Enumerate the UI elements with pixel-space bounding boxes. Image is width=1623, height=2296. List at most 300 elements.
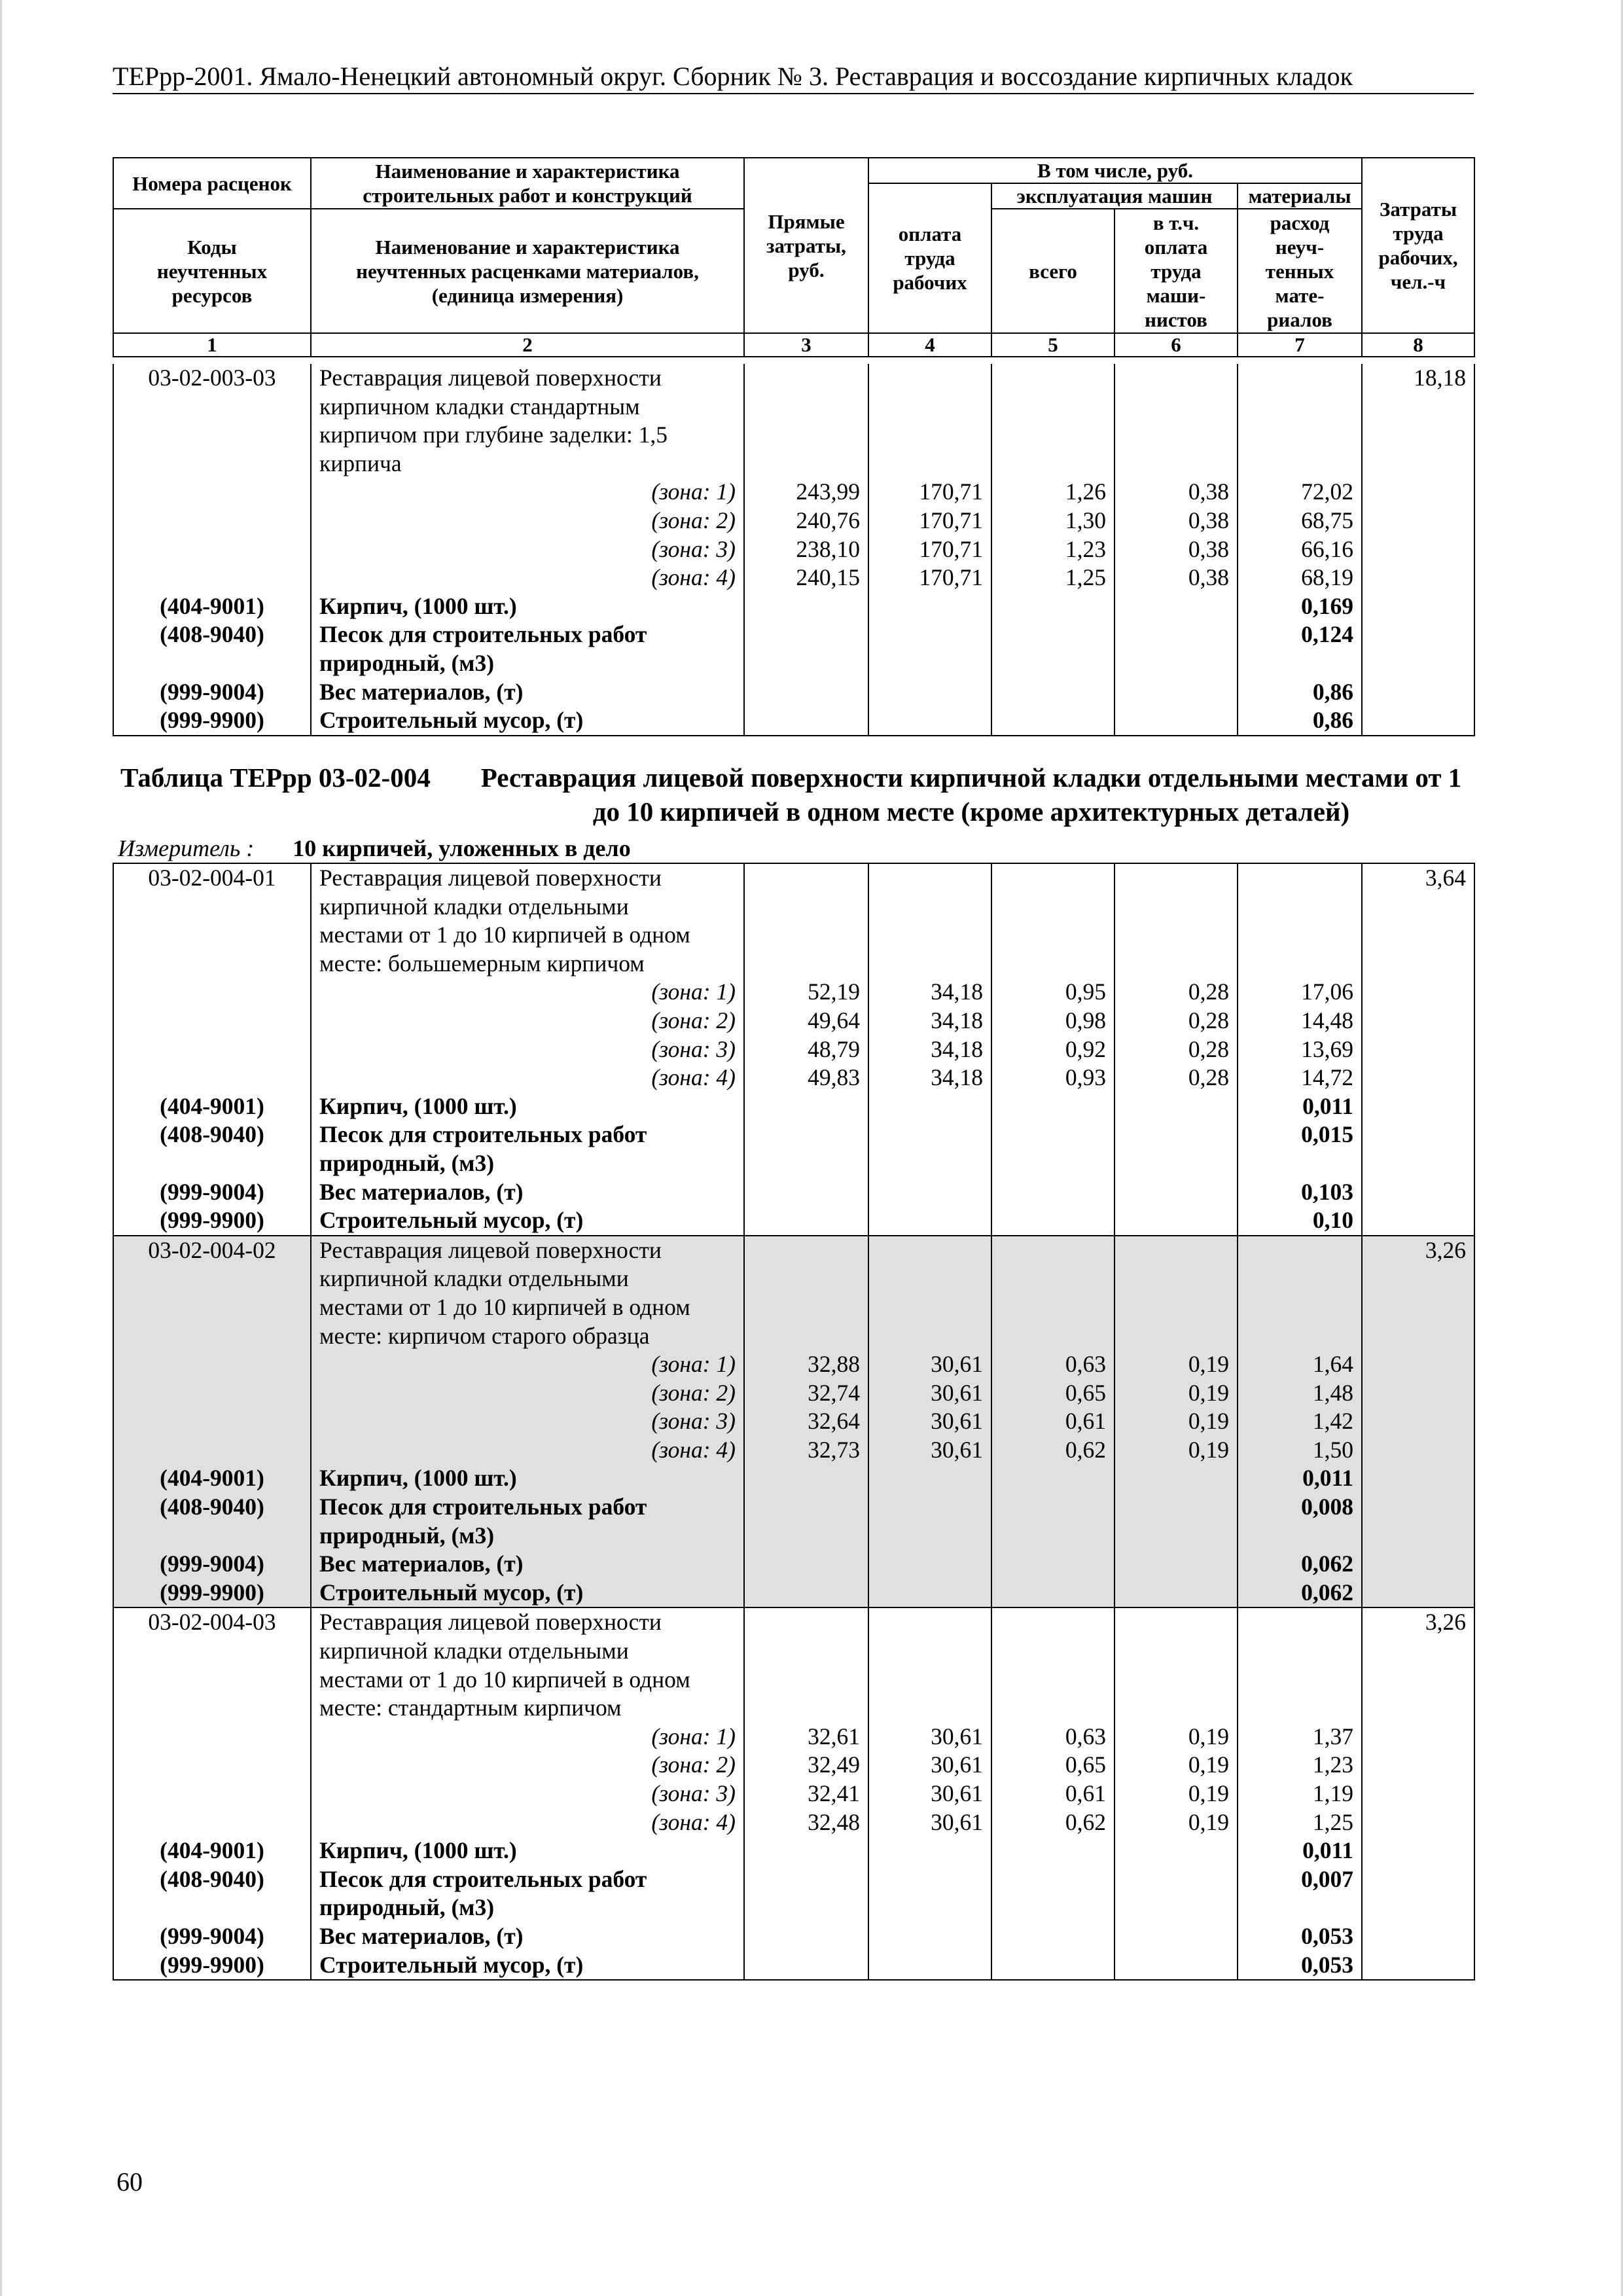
rate-description-row [113,921,1474,950]
empty-cell [991,450,1115,478]
machinist-wage: 0,19 [1115,1379,1238,1408]
resource-name: Строительный мусор, (т) [311,1206,744,1236]
worker-wage: 30,61 [868,1808,991,1837]
empty-cell [868,649,991,678]
empty-cell [1115,1149,1238,1178]
empty-cell [744,620,868,649]
resource-code: (408-9040) [113,1865,311,1894]
rate-description-row [113,1694,1474,1723]
resource-row [113,649,1474,678]
rate-description-line: кирпича [311,450,744,478]
empty-cell [868,1464,991,1493]
empty-cell [991,1265,1115,1293]
rate-description-row [113,1293,1474,1322]
direct-costs: 48,79 [744,1035,868,1064]
empty-cell [744,1121,868,1149]
empty-cell [1362,1637,1474,1666]
resource-quantity: 0,011 [1238,1464,1362,1493]
col-number: 8 [1362,333,1474,357]
resource-quantity: 0,053 [1238,1951,1362,1981]
col-machines: эксплуатация машин [991,183,1238,209]
direct-costs: 32,88 [744,1350,868,1379]
empty-cell [868,1579,991,1608]
empty-cell [1362,1265,1474,1293]
resource-row [113,1149,1474,1178]
empty-cell [868,950,991,978]
rate-description-line: месте: кирпичом старого образца [311,1322,744,1351]
machinist-wage: 0,19 [1115,1407,1238,1436]
direct-costs: 32,49 [744,1751,868,1780]
col-labor: Затраты труда рабочих, чел.-ч [1362,158,1474,333]
empty-cell [744,1493,868,1522]
empty-cell [991,921,1115,950]
empty-cell [1362,1780,1474,1808]
empty-cell [868,450,991,478]
resource-name: Песок для строительных работ [311,1493,744,1522]
empty-cell [113,1893,311,1922]
empty-cell [113,564,311,592]
worker-wage: 170,71 [868,478,991,507]
empty-cell [1115,421,1238,450]
resource-quantity: 0,169 [1238,592,1362,621]
resource-name: Строительный мусор, (т) [311,1951,744,1981]
empty-cell [991,1637,1115,1666]
page-edge-left [0,0,2,2296]
rate-description-row [113,1322,1474,1351]
machines-total: 0,62 [991,1436,1115,1465]
zone-row [113,564,1474,592]
resource-code: (404-9001) [113,592,311,621]
direct-costs: 52,19 [744,978,868,1007]
empty-cell [1362,1579,1474,1608]
col-material-name: Наименование и характеристика неучтенных расценками материалов, (единица измерения) [311,209,744,333]
labor-cost: 3,26 [1362,1236,1474,1265]
machines-total: 0,65 [991,1379,1115,1408]
zone-row [113,978,1474,1007]
zone-label: (зона: 3) [311,1780,744,1808]
rate-description-line: кирпичном кладки стандартным [311,393,744,422]
col-number: 2 [311,333,744,357]
zone-label: (зона: 4) [311,1808,744,1837]
empty-cell [1115,393,1238,422]
empty-cell [868,1893,991,1922]
empty-cell [991,1236,1115,1265]
empty-cell [868,1293,991,1322]
table-label: Таблица ТЕРрр 03-02-004 [120,762,431,793]
empty-cell [113,1379,311,1408]
empty-cell [1115,1493,1238,1522]
empty-cell [991,1149,1115,1178]
empty-cell [1115,678,1238,707]
empty-cell [1115,863,1238,893]
machinist-wage: 0,28 [1115,1035,1238,1064]
empty-cell [744,950,868,978]
empty-cell [1362,1035,1474,1064]
empty-cell [113,393,311,422]
empty-cell [991,1837,1115,1865]
empty-cell [1115,921,1238,950]
empty-cell [744,1922,868,1951]
unit-value: 10 кирпичей, уложенных в дело [293,835,631,861]
worker-wage: 30,61 [868,1379,991,1408]
empty-cell [991,364,1115,393]
empty-cell [744,364,868,393]
empty-cell [744,1951,868,1981]
empty-cell [113,1723,311,1751]
empty-cell [868,393,991,422]
empty-cell [744,649,868,678]
empty-cell [113,1407,311,1436]
empty-cell [1238,950,1362,978]
empty-cell [1362,1751,1474,1780]
resource-name: Кирпич, (1000 шт.) [311,1464,744,1493]
machines-total: 1,30 [991,507,1115,535]
empty-cell [1115,450,1238,478]
empty-cell [991,1206,1115,1236]
empty-cell [1115,1607,1238,1637]
resource-code: (999-9900) [113,1579,311,1608]
empty-cell [1115,1579,1238,1608]
rate-code: 03-02-004-03 [113,1607,311,1637]
empty-cell [1115,1121,1238,1149]
empty-cell [1115,649,1238,678]
resource-name: Вес материалов, (т) [311,678,744,707]
empty-cell [1115,1666,1238,1695]
zone-row [113,1007,1474,1035]
empty-cell [113,1637,311,1666]
empty-cell [868,1493,991,1522]
materials-cost: 1,37 [1238,1723,1362,1751]
empty-cell [991,393,1115,422]
empty-cell [868,421,991,450]
rate-code: 03-02-003-03 [113,364,311,393]
empty-cell [1115,1265,1238,1293]
empty-cell [1238,863,1362,893]
empty-cell [1362,1808,1474,1837]
empty-cell [1115,1206,1238,1236]
resource-name: природный, (м3) [311,649,744,678]
machines-total: 0,61 [991,1407,1115,1436]
resource-row [113,1893,1474,1922]
resource-code: (404-9001) [113,1092,311,1121]
rate-description-line: Реставрация лицевой поверхности [311,1236,744,1265]
empty-cell [1362,921,1474,950]
machines-total: 0,95 [991,978,1115,1007]
col-materials: материалы [1238,183,1362,209]
empty-cell [991,649,1115,678]
empty-cell [868,706,991,736]
worker-wage: 170,71 [868,535,991,564]
rate-description-row [113,893,1474,922]
worker-wage: 30,61 [868,1407,991,1436]
machines-total: 0,63 [991,1350,1115,1379]
empty-cell [113,1293,311,1322]
empty-cell [991,592,1115,621]
empty-cell [113,478,311,507]
machinist-wage: 0,28 [1115,1064,1238,1092]
empty-cell [991,706,1115,736]
materials-cost: 1,64 [1238,1350,1362,1379]
col-number: 7 [1238,333,1362,357]
resource-row [113,1092,1474,1121]
empty-cell [1115,364,1238,393]
empty-cell [1362,1694,1474,1723]
empty-cell [113,921,311,950]
table-title: Реставрация лицевой поверхности кирпичной кладки отдельными местами от 1 до 10 кирпичей в одном месте (кроме архитектурных деталей) [480,762,1462,827]
zone-label: (зона: 3) [311,535,744,564]
rate-code: 03-02-004-01 [113,863,311,893]
machinist-wage: 0,19 [1115,1780,1238,1808]
direct-costs: 32,74 [744,1379,868,1408]
materials-cost: 13,69 [1238,1035,1362,1064]
resource-name: Песок для строительных работ [311,1121,744,1149]
machines-total: 1,25 [991,564,1115,592]
resource-quantity: 0,86 [1238,706,1362,736]
empty-cell [744,1837,868,1865]
resource-quantity: 0,86 [1238,678,1362,707]
empty-cell [744,921,868,950]
rate-description-line: Реставрация лицевой поверхности [311,1607,744,1637]
empty-cell [1362,1007,1474,1035]
empty-cell [991,893,1115,922]
unit-line [118,835,631,861]
empty-cell [1238,1637,1362,1666]
resource-code: (404-9001) [113,1464,311,1493]
empty-cell [1362,564,1474,592]
zone-row [113,1064,1474,1092]
direct-costs: 240,76 [744,507,868,535]
rate-block [113,1236,1474,1608]
worker-wage: 30,61 [868,1436,991,1465]
empty-cell [113,950,311,978]
empty-cell [991,678,1115,707]
empty-cell [113,1808,311,1837]
rate-description-row [113,1607,1474,1637]
empty-cell [1115,1236,1238,1265]
empty-cell [868,678,991,707]
resource-code: (999-9004) [113,1550,311,1579]
unit-label: Измеритель : [118,835,255,861]
zone-label: (зона: 2) [311,1751,744,1780]
rate-block-03-02-003-03 [113,364,1475,736]
rate-description-line: Реставрация лицевой поверхности [311,364,744,393]
resource-name: Вес материалов, (т) [311,1178,744,1207]
machinist-wage: 0,28 [1115,978,1238,1007]
empty-cell [1362,1379,1474,1408]
empty-cell [744,1265,868,1293]
zone-label: (зона: 1) [311,478,744,507]
direct-costs: 32,73 [744,1436,868,1465]
empty-cell [1362,393,1474,422]
zone-label: (зона: 4) [311,1436,744,1465]
resource-quantity: 0,007 [1238,1865,1362,1894]
direct-costs: 32,48 [744,1808,868,1837]
empty-cell [991,1322,1115,1351]
empty-cell [868,1951,991,1981]
empty-cell [113,1522,311,1551]
machinist-wage: 0,19 [1115,1350,1238,1379]
empty-cell [1115,1092,1238,1121]
empty-cell [991,1493,1115,1522]
empty-cell [991,1178,1115,1207]
empty-cell [113,1035,311,1064]
empty-cell [991,1607,1115,1637]
machines-total: 1,26 [991,478,1115,507]
empty-cell [1115,706,1238,736]
materials-cost: 1,48 [1238,1379,1362,1408]
labor-cost: 3,26 [1362,1607,1474,1637]
rate-description-row [113,1637,1474,1666]
resource-name: природный, (м3) [311,1522,744,1551]
materials-cost: 14,72 [1238,1064,1362,1092]
empty-cell [868,1837,991,1865]
rate-description-line: месте: большемерным кирпичом [311,950,744,978]
column-header-table [113,157,1475,357]
machines-total: 0,62 [991,1808,1115,1837]
empty-cell [113,1322,311,1351]
resource-code: (999-9900) [113,1206,311,1236]
resource-quantity: 0,011 [1238,1092,1362,1121]
empty-cell [991,1893,1115,1922]
rate-description-row [113,1236,1474,1265]
empty-cell [868,1265,991,1293]
resource-row [113,592,1474,621]
machines-total: 0,92 [991,1035,1115,1064]
col-rate-numbers: Номера расценок [113,158,311,209]
resource-name: Строительный мусор, (т) [311,706,744,736]
empty-cell [991,1694,1115,1723]
empty-cell [1238,1265,1362,1293]
zone-label: (зона: 4) [311,1064,744,1092]
materials-cost: 14,48 [1238,1007,1362,1035]
rate-block [113,1607,1474,1980]
rate-description-row [113,950,1474,978]
empty-cell [1238,421,1362,450]
empty-cell [1238,1236,1362,1265]
resource-row [113,678,1474,707]
empty-cell [1115,1922,1238,1951]
resource-quantity: 0,10 [1238,1206,1362,1236]
empty-cell [868,1607,991,1637]
rate-description-row [113,863,1474,893]
empty-cell [744,1550,868,1579]
empty-cell [868,592,991,621]
resource-row [113,1522,1474,1551]
empty-cell [991,421,1115,450]
empty-cell [1238,1322,1362,1351]
empty-cell [868,1522,991,1551]
empty-cell [1238,1607,1362,1637]
resource-row [113,1178,1474,1207]
empty-cell [1115,1178,1238,1207]
machinist-wage: 0,38 [1115,564,1238,592]
col-including: В том числе, руб. [868,158,1362,183]
resource-quantity: 0,015 [1238,1121,1362,1149]
resource-row [113,1579,1474,1608]
zone-label: (зона: 1) [311,978,744,1007]
machines-total: 0,61 [991,1780,1115,1808]
empty-cell [744,1865,868,1894]
materials-cost: 68,75 [1238,507,1362,535]
page-number: 60 [116,2167,143,2197]
empty-cell [868,1694,991,1723]
empty-cell [1362,678,1474,707]
resource-row [113,1550,1474,1579]
zone-row [113,507,1474,535]
empty-cell [1362,1407,1474,1436]
empty-cell [868,364,991,393]
rate-description-line: месте: стандартным кирпичом [311,1694,744,1723]
zone-row [113,1808,1474,1837]
empty-cell [1115,1464,1238,1493]
rate-description-line: Реставрация лицевой поверхности [311,863,744,893]
empty-cell [1362,1293,1474,1322]
rate-description-line: местами от 1 до 10 кирпичей в одном [311,921,744,950]
empty-cell [991,1951,1115,1981]
empty-cell [113,1149,311,1178]
worker-wage: 170,71 [868,507,991,535]
empty-cell [1238,364,1362,393]
rate-description-line: кирпичной кладки отдельными [311,893,744,922]
zone-label: (зона: 3) [311,1407,744,1436]
rate-description-row [113,421,1474,450]
zone-row [113,1379,1474,1408]
zone-label: (зона: 2) [311,1379,744,1408]
empty-cell [1115,1951,1238,1981]
empty-cell [744,1293,868,1322]
col-wage: оплата труда рабочих [868,183,991,333]
worker-wage: 34,18 [868,1064,991,1092]
zone-label: (зона: 1) [311,1723,744,1751]
empty-cell [1238,893,1362,922]
empty-cell [1362,1666,1474,1695]
empty-cell [1362,421,1474,450]
empty-cell [113,1265,311,1293]
empty-cell [113,421,311,450]
empty-cell [1115,950,1238,978]
rate-description-row [113,1666,1474,1695]
resource-row [113,1837,1474,1865]
empty-cell [868,1550,991,1579]
worker-wage: 34,18 [868,1035,991,1064]
empty-cell [113,978,311,1007]
resource-name: Песок для строительных работ [311,620,744,649]
empty-cell [1362,1951,1474,1981]
empty-cell [1115,1865,1238,1894]
empty-cell [113,1780,311,1808]
empty-cell [868,863,991,893]
resource-code: (999-9900) [113,1951,311,1981]
rate-description-line: кирпичной кладки отдельными [311,1265,744,1293]
empty-cell [1115,1893,1238,1922]
resource-code: (408-9040) [113,1493,311,1522]
empty-cell [991,620,1115,649]
zone-label: (зона: 2) [311,507,744,535]
machinist-wage: 0,28 [1115,1007,1238,1035]
empty-cell [868,1206,991,1236]
empty-cell [1362,620,1474,649]
direct-costs: 32,41 [744,1780,868,1808]
empty-cell [1362,1865,1474,1894]
empty-cell [1238,1893,1362,1922]
empty-cell [1362,450,1474,478]
rate-description-line: кирпичом при глубине заделки: 1,5 [311,421,744,450]
empty-cell [991,1865,1115,1894]
machines-total: 0,93 [991,1064,1115,1092]
zone-row [113,1350,1474,1379]
empty-cell [1362,1922,1474,1951]
empty-cell [744,1092,868,1121]
